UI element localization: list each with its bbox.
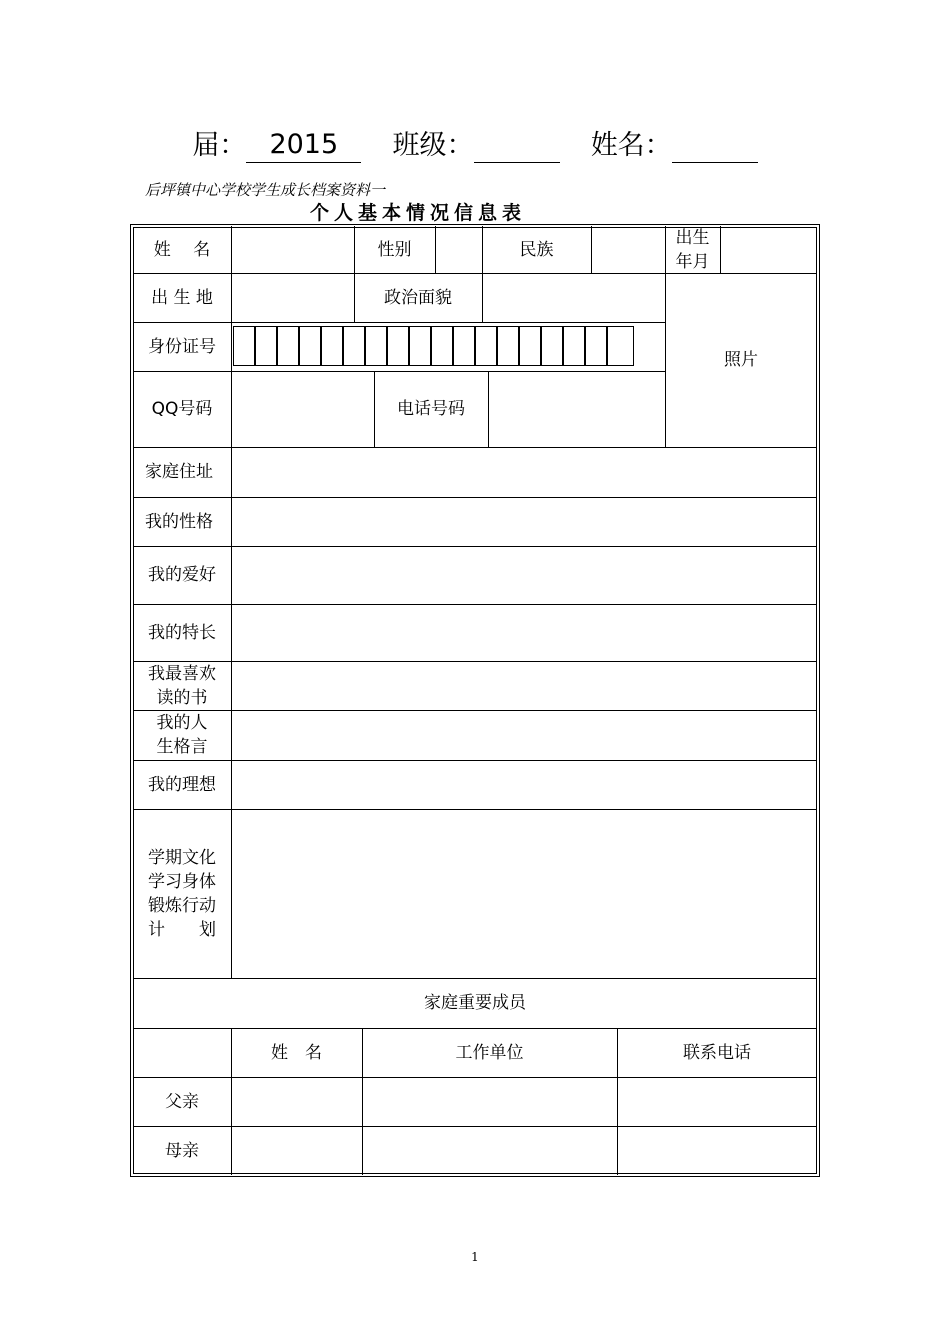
motto-value[interactable] — [232, 710, 817, 760]
id-digit-box[interactable] — [585, 326, 607, 366]
birthplace-label: 出 生 地 — [151, 287, 213, 308]
specialty-value[interactable] — [232, 604, 817, 661]
father-work-value[interactable] — [363, 1077, 617, 1126]
ethnicity-cell-label: 民族 — [519, 239, 554, 260]
family-col-phone: 联系电话 — [683, 1042, 751, 1063]
favorite-book-value[interactable] — [232, 661, 817, 710]
action-plan-label — [133, 809, 231, 978]
mother-name-value[interactable] — [232, 1126, 362, 1175]
name-cell-label: 姓 名 — [153, 239, 211, 260]
political-status-value[interactable] — [483, 273, 665, 322]
id-digit-box[interactable] — [431, 326, 453, 366]
id-digit-box[interactable] — [299, 326, 321, 366]
id-digit-box[interactable] — [277, 326, 299, 366]
id-number-label: 身份证号 — [148, 336, 216, 357]
phone-label: 电话号码 — [397, 399, 465, 419]
father-name-value[interactable] — [232, 1077, 362, 1126]
birth-date-value[interactable] — [721, 226, 817, 273]
plan-label-line4: 计 划 — [148, 919, 216, 940]
id-digit-box[interactable] — [453, 326, 475, 366]
qq-label: QQ号码 — [151, 399, 213, 419]
father-phone-value[interactable] — [618, 1077, 817, 1126]
id-digit-box[interactable] — [409, 326, 431, 366]
motto-label — [133, 710, 231, 760]
id-digit-box[interactable] — [321, 326, 343, 366]
archive-header — [0, 128, 950, 163]
address-value[interactable] — [232, 447, 817, 497]
mother-phone-value[interactable] — [618, 1126, 817, 1175]
phone-value[interactable] — [489, 371, 665, 447]
motto-label-line2: 生格言 — [156, 737, 208, 757]
id-digit-box[interactable] — [255, 326, 277, 366]
family-section-title: 家庭重要成员 — [424, 993, 526, 1013]
id-digit-box[interactable] — [387, 326, 409, 366]
family-col-work: 工作单位 — [455, 1042, 524, 1063]
class-label: 班级： — [392, 130, 474, 161]
name-field[interactable] — [672, 162, 758, 163]
specialty-label: 我的特长 — [148, 622, 216, 643]
id-digit-box[interactable] — [497, 326, 519, 366]
hobby-value[interactable] — [232, 546, 817, 604]
book-label-line2: 读的书 — [156, 687, 208, 708]
photo-area: 照片 — [724, 350, 758, 370]
id-digit-box[interactable] — [233, 326, 255, 366]
name-label: 姓名： — [590, 130, 672, 161]
book-label-line1: 我最喜欢 — [148, 663, 216, 684]
plan-label-line2: 学习身体 — [148, 871, 216, 892]
motto-label-line1: 我的人 — [156, 713, 208, 733]
id-digit-box[interactable] — [563, 326, 585, 366]
gender-value[interactable] — [436, 226, 482, 273]
session-field[interactable]: 2015 — [246, 128, 361, 163]
personality-value[interactable] — [232, 497, 817, 546]
birthplace-value[interactable] — [232, 273, 354, 322]
id-digit-box[interactable] — [365, 326, 387, 366]
personality-label: 我的性格 — [145, 511, 213, 532]
ideal-value[interactable] — [232, 760, 817, 809]
id-digit-box[interactable] — [607, 326, 634, 366]
mother-row-label: 母亲 — [165, 1140, 199, 1161]
session-label: 届： — [192, 130, 247, 161]
id-digit-box[interactable] — [343, 326, 365, 366]
name-value[interactable] — [232, 226, 354, 273]
action-plan-value[interactable] — [232, 809, 817, 978]
birth-label-line1: 出生 — [675, 227, 710, 248]
ideal-label: 我的理想 — [148, 774, 216, 795]
mother-work-value[interactable] — [363, 1126, 617, 1175]
plan-label-line3: 锻炼行动 — [148, 895, 216, 916]
gender-cell-label: 性别 — [377, 239, 412, 260]
favorite-book-label — [133, 661, 231, 710]
id-digit-box[interactable] — [541, 326, 563, 366]
qq-value[interactable] — [232, 371, 374, 447]
id-digit-box[interactable] — [519, 326, 541, 366]
address-label: 家庭住址 — [145, 462, 213, 482]
plan-label-line1: 学期文化 — [148, 847, 216, 868]
family-col-name: 姓 名 — [271, 1042, 322, 1063]
form-title: 个人基本情况信息表 — [310, 202, 527, 224]
ethnicity-value[interactable] — [592, 226, 665, 273]
class-field[interactable] — [474, 162, 560, 163]
school-line: 后坪镇中心学校学生成长档案资料一 — [145, 181, 386, 199]
political-status-label: 政治面貌 — [384, 287, 452, 308]
id-digit-box[interactable] — [475, 326, 497, 366]
birth-label-line2: 年月 — [675, 251, 710, 272]
hobby-label: 我的爱好 — [148, 565, 216, 585]
page-number: 1 — [471, 1250, 479, 1264]
birth-date-label — [665, 226, 720, 273]
father-row-label: 父亲 — [165, 1091, 199, 1112]
